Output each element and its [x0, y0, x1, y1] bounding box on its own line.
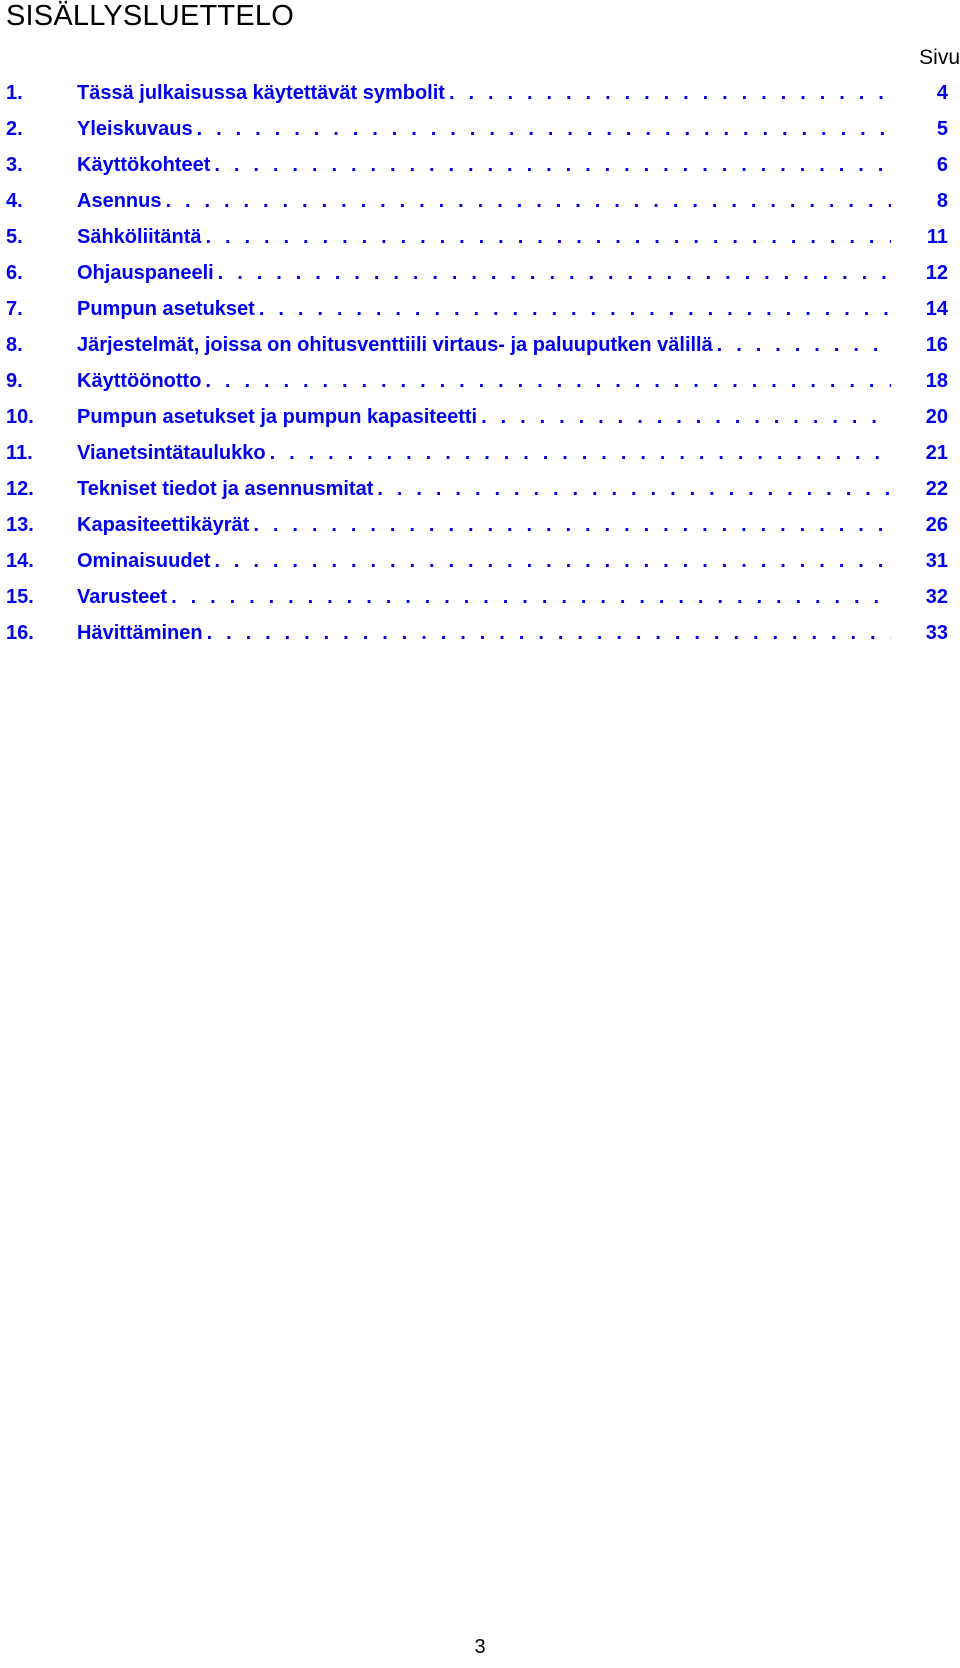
toc-dot-leader: [205, 226, 891, 249]
toc-entry-title[interactable]: Pumpun asetukset: [77, 298, 255, 320]
toc-entry-title[interactable]: Pumpun asetukset ja pumpun kapasiteetti: [77, 406, 478, 428]
toc-entry-title[interactable]: Hävittäminen: [77, 622, 203, 644]
toc-entry-number: 9.: [6, 370, 23, 392]
toc-entry[interactable]: [0, 616, 960, 652]
toc-entry-number: 2.: [6, 118, 23, 140]
toc-entry[interactable]: [0, 148, 960, 184]
toc-entry[interactable]: [0, 508, 960, 544]
toc-entry[interactable]: [0, 184, 960, 220]
toc-entry-row: [77, 514, 891, 537]
toc-entry-page[interactable]: 31: [925, 550, 948, 572]
toc-entry-page[interactable]: 5: [936, 118, 948, 140]
toc-dot-leader: [481, 406, 891, 429]
toc-entry-page[interactable]: 21: [925, 442, 948, 464]
toc-entry-row: [77, 118, 891, 141]
page-number: 3: [474, 1636, 486, 1658]
toc-dot-leader: [171, 586, 891, 609]
toc-entry-page[interactable]: 4: [936, 82, 948, 104]
toc-entry-row: [77, 190, 891, 213]
toc-entry[interactable]: [0, 76, 960, 112]
toc-entry[interactable]: [0, 436, 960, 472]
toc-entry-row: [77, 154, 891, 177]
toc-entry-number: 1.: [6, 82, 23, 104]
toc-entry-title[interactable]: Sähköliitäntä: [77, 226, 202, 248]
toc-entry-row: [77, 334, 891, 357]
toc-entry-page[interactable]: 6: [936, 154, 948, 176]
toc-dot-leader: [259, 298, 891, 321]
toc-dot-leader: [214, 550, 891, 573]
toc-entry-row: [77, 226, 891, 249]
toc-entry-number: 5.: [6, 226, 23, 248]
toc-entry-title[interactable]: Vianetsintätaulukko: [77, 442, 266, 464]
toc-entry-page[interactable]: 20: [925, 406, 948, 428]
page-title: SISÄLLYSLUETTELO: [6, 0, 294, 32]
toc-entry-page[interactable]: 12: [925, 262, 948, 284]
toc-entry-row: [77, 298, 891, 321]
toc-dot-leader: [253, 514, 891, 537]
toc-entry-title[interactable]: Käyttöönotto: [77, 370, 202, 392]
page-column-header: Sivu: [919, 46, 960, 69]
toc-entry-page[interactable]: 33: [925, 622, 948, 644]
toc-entry-row: [77, 82, 891, 105]
toc-entry[interactable]: [0, 292, 960, 328]
toc-dot-leader: [377, 478, 891, 501]
toc-entry-number: 7.: [6, 298, 23, 320]
toc-entry-page[interactable]: 22: [925, 478, 948, 500]
toc-entry-number: 12.: [6, 478, 34, 500]
toc-entry-page[interactable]: 18: [925, 370, 948, 392]
toc-entry-number: 11.: [6, 442, 33, 464]
toc-entry-page[interactable]: 32: [925, 586, 948, 608]
toc-entry-title[interactable]: Varusteet: [77, 586, 168, 608]
toc-entry-page[interactable]: 11: [926, 226, 948, 248]
toc-entry-number: 4.: [6, 190, 23, 212]
toc-entry-title[interactable]: Kapasiteettikäyrät: [77, 514, 250, 536]
toc-entry-number: 16.: [6, 622, 34, 644]
toc-entry-row: [77, 550, 891, 573]
toc-entry[interactable]: [0, 400, 960, 436]
toc-entry-title[interactable]: Käyttökohteet: [77, 154, 211, 176]
toc-dot-leader: [218, 262, 891, 285]
toc-entry-number: 8.: [6, 334, 23, 356]
toc-entry-page[interactable]: 16: [925, 334, 948, 356]
toc-entry[interactable]: [0, 472, 960, 508]
toc-entry-row: [77, 478, 891, 501]
toc-entry-page[interactable]: 8: [936, 190, 948, 212]
toc-entry-row: [77, 262, 891, 285]
toc-entry-title[interactable]: Ohjauspaneeli: [77, 262, 214, 284]
toc-entry-row: [77, 586, 891, 609]
toc-dot-leader: [207, 622, 891, 645]
toc-entry-number: 14.: [6, 550, 34, 572]
toc-entry[interactable]: [0, 328, 960, 364]
toc-dot-leader: [270, 442, 891, 465]
toc-entry-title[interactable]: Yleiskuvaus: [77, 118, 193, 140]
toc-entry-title[interactable]: Tekniset tiedot ja asennusmitat: [77, 478, 374, 500]
toc-entry[interactable]: [0, 220, 960, 256]
toc-dot-leader: [449, 82, 891, 105]
toc-dot-leader: [165, 190, 891, 213]
toc-entry-title[interactable]: Asennus: [77, 190, 162, 212]
toc-entry-number: 15.: [6, 586, 34, 608]
toc-entry-title[interactable]: Tässä julkaisussa käytettävät symbolit: [77, 82, 445, 104]
toc-entry-row: [77, 622, 891, 645]
toc-entry-page[interactable]: 14: [925, 298, 948, 320]
toc-entry-number: 10.: [6, 406, 34, 428]
toc-dot-leader: [717, 334, 891, 357]
toc-entry[interactable]: [0, 580, 960, 616]
toc-entry[interactable]: [0, 112, 960, 148]
toc-entry-number: 6.: [6, 262, 23, 284]
toc-entry[interactable]: [0, 256, 960, 292]
toc-entry-title[interactable]: Järjestelmät, joissa on ohitusventtiili virtaus- ja paluuputken välillä: [77, 334, 713, 356]
toc-entry-number: 13.: [6, 514, 34, 536]
toc-dot-leader: [197, 118, 891, 141]
toc-entry-row: [77, 370, 891, 393]
toc-dot-leader: [214, 154, 891, 177]
toc-dot-leader: [205, 370, 891, 393]
toc-entry[interactable]: [0, 544, 960, 580]
toc-entry-title[interactable]: Ominaisuudet: [77, 550, 211, 572]
toc-entry-row: [77, 442, 891, 465]
toc-entry-row: [77, 406, 891, 429]
toc-entry-page[interactable]: 26: [925, 514, 948, 536]
toc-entry[interactable]: [0, 364, 960, 400]
toc-entry-number: 3.: [6, 154, 23, 176]
